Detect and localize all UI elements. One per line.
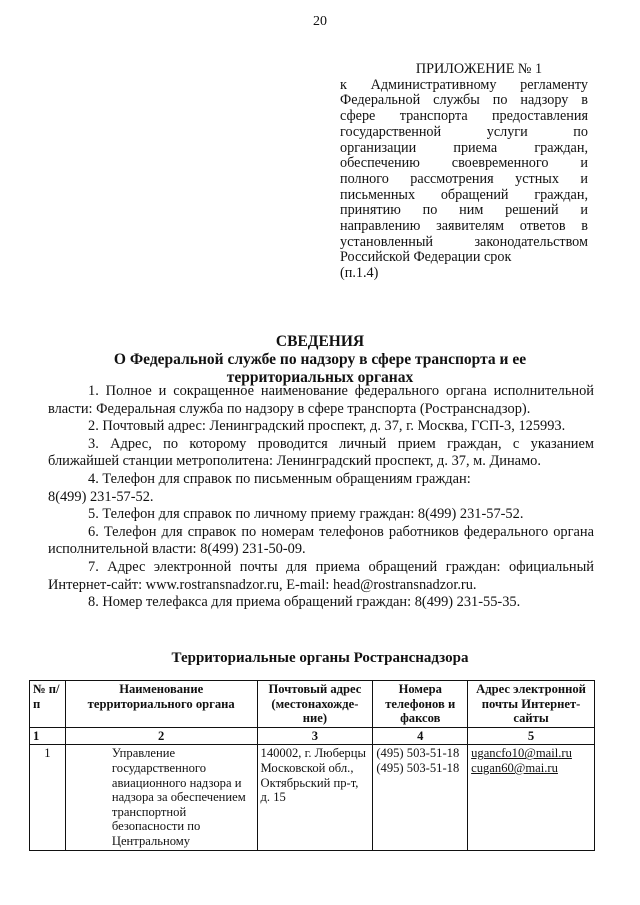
appendix-block bbox=[340, 62, 588, 282]
item-3: 3. Адрес, по которому проводится личный прием граждан, с указанием ближайшей станции метрополитена: Ленинградский проспект, д. 37, м. Динамо. bbox=[48, 435, 594, 470]
col-number: 1 bbox=[30, 727, 66, 745]
document-title: СВЕДЕНИЯ bbox=[275, 333, 365, 350]
header-name: Наименование территориального органа bbox=[65, 681, 257, 728]
header-num: № п/ п bbox=[30, 681, 66, 728]
table-row bbox=[30, 745, 595, 850]
row-num: 1 bbox=[30, 745, 66, 850]
document-subtitle-2: территориальных органах bbox=[226, 369, 414, 386]
appendix-line: обеспечению своевременного и bbox=[340, 155, 588, 172]
appendix-line: установленный законодательством bbox=[340, 233, 588, 250]
appendix-line: принятию по ним решений и bbox=[340, 202, 588, 219]
item-6: 6. Телефон для справок по номерам телефонов работников федерального органа исполнительной власти: 8(499) 231-50-09. bbox=[48, 523, 594, 558]
item-7 bbox=[48, 559, 594, 594]
appendix-line: государственной услуги по bbox=[340, 123, 588, 140]
appendix-line: полного рассмотрения устных и bbox=[340, 170, 588, 187]
col-number: 5 bbox=[468, 727, 595, 745]
document-subtitle: О Федеральной службе по надзору в сфере транспорта и ее bbox=[113, 351, 527, 368]
col-number: 4 bbox=[373, 727, 468, 745]
email-link-2[interactable]: cugan60@mai.ru bbox=[471, 760, 558, 775]
col-number: 3 bbox=[257, 727, 373, 745]
col-number: 2 bbox=[65, 727, 257, 745]
item-1: 1. Полное и сокращенное наименование федерального органа исполнительной власти: Федеральная служба по надзору в сфере транспорта (Ространснадзор). bbox=[48, 383, 594, 417]
appendix-line: направлению заявителям ответов в bbox=[340, 218, 588, 235]
item-8: 8. Номер телефакса для приема обращений граждан: 8(499) 231-55-35. bbox=[88, 594, 521, 611]
column-number-row bbox=[30, 727, 595, 745]
header-phones: Номера телефонов и факсов bbox=[373, 681, 468, 728]
row-name: Управление государственного авиационного надзора и надзора за обеспечением транспортной безопасности по Центральному bbox=[65, 745, 257, 850]
row-emails bbox=[468, 745, 595, 850]
item-7-email: , E-mail: head@rostransnadzor.ru. bbox=[279, 576, 477, 593]
header-email: Адрес электронной почты Интернет-сайты bbox=[468, 681, 595, 728]
header-address: Почтовый адрес (местонахожде- ние) bbox=[257, 681, 373, 728]
appendix-text bbox=[340, 78, 588, 282]
table-title: Территориальные органы Ространснадзора bbox=[171, 650, 469, 666]
info-items bbox=[48, 383, 594, 612]
appendix-heading: ПРИЛОЖЕНИЕ № 1 bbox=[415, 61, 543, 77]
territorial-bodies-table bbox=[29, 680, 595, 851]
email-link-1[interactable]: ugancfo10@mail.ru bbox=[471, 746, 572, 761]
item-7-text: 7. Адрес электронной почты для приема обращений граждан: официальный Интернет-сайт: bbox=[48, 558, 594, 593]
website-link[interactable]: www.rostransnadzor.ru bbox=[145, 576, 280, 593]
appendix-line: организации приема граждан, bbox=[340, 139, 588, 156]
appendix-ref: (п.1.4) bbox=[340, 265, 379, 282]
item-4-phone: 8(499) 231-57-52. bbox=[48, 488, 154, 505]
item-4: 4. Телефон для справок по письменным обращениям граждан: bbox=[88, 470, 471, 487]
appendix-line: сфере транспорта предоставления bbox=[340, 108, 588, 125]
appendix-line: письменных обращений граждан, bbox=[340, 186, 588, 203]
page-number: 20 bbox=[313, 14, 327, 29]
appendix-line: Российской Федерации срок bbox=[340, 249, 512, 266]
table-header-row bbox=[30, 681, 595, 728]
appendix-line: к Административному регламенту bbox=[340, 76, 588, 93]
row-address: 140002, г. Люберцы Московской обл., Октябрьский пр-т, д. 15 bbox=[257, 745, 373, 850]
appendix-line: Федеральной службы по надзору в bbox=[340, 92, 588, 109]
row-phones: (495) 503-51-18 (495) 503-51-18 bbox=[373, 745, 468, 850]
item-2: 2. Почтовый адрес: Ленинградский проспект, д. 37, г. Москва, ГСП-3, 125993. bbox=[88, 418, 566, 435]
item-5: 5. Телефон для справок по личному приему граждан: 8(499) 231-57-52. bbox=[88, 506, 524, 523]
